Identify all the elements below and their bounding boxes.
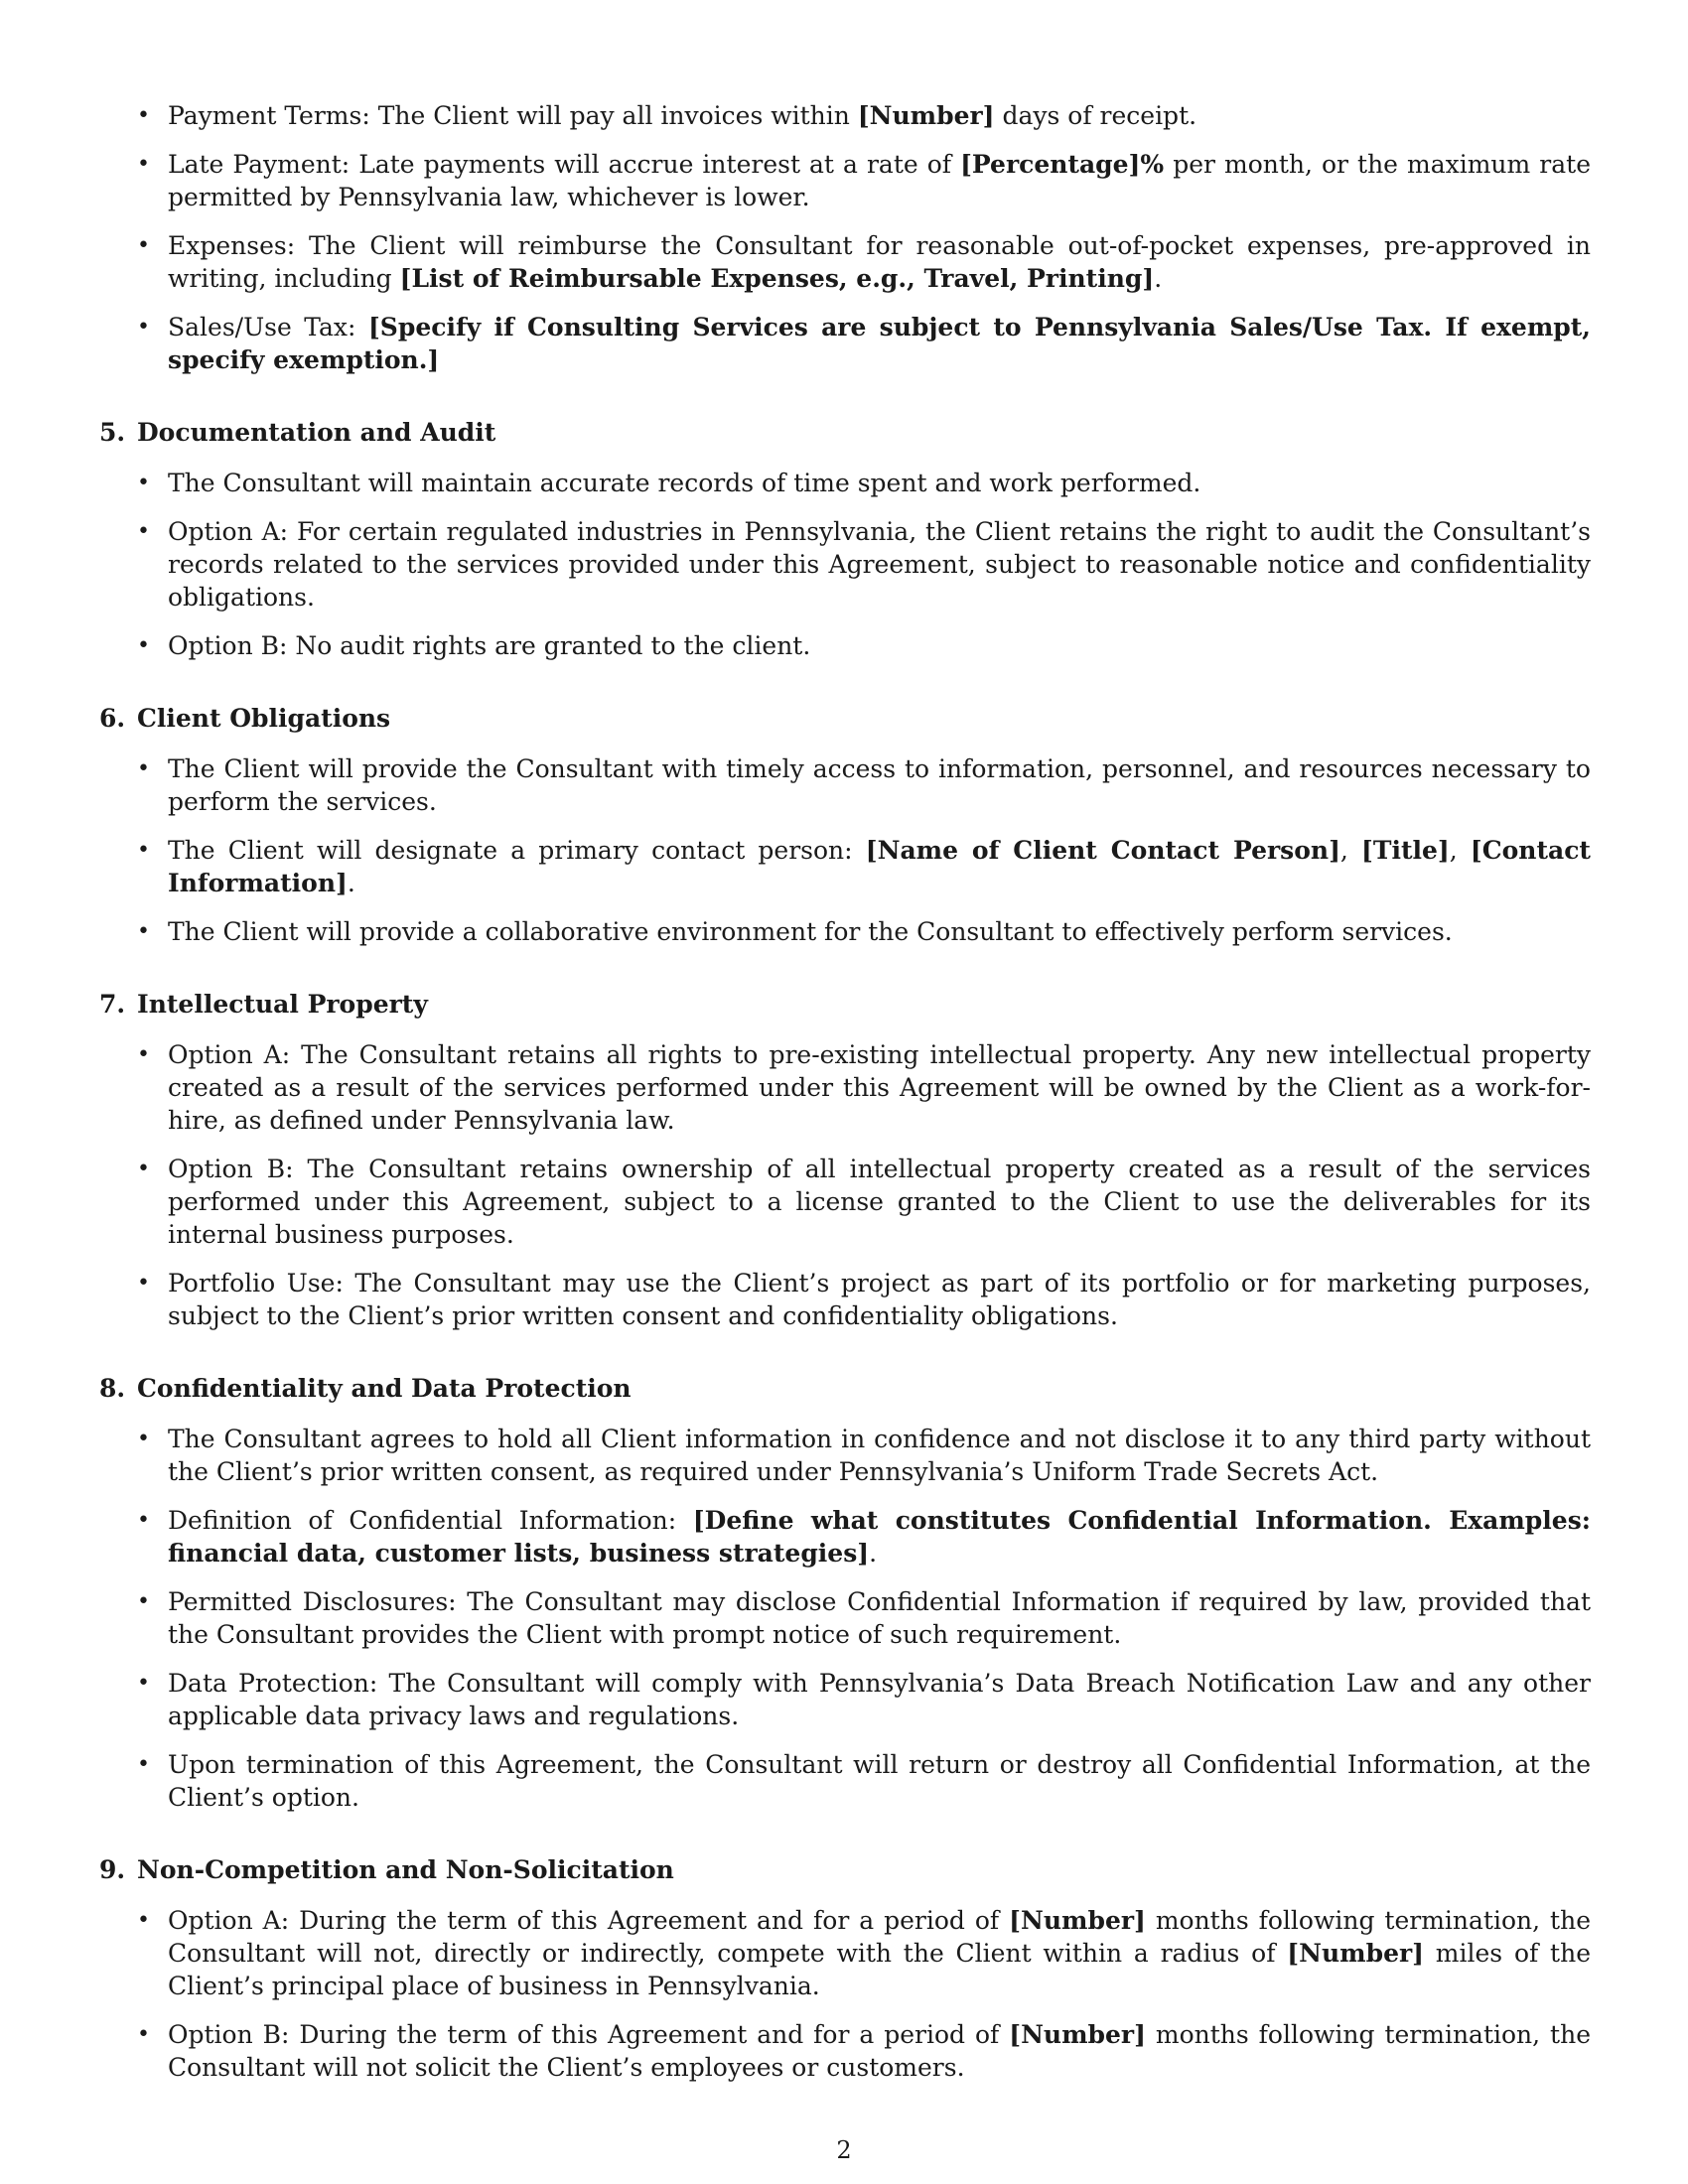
payment-terms-list [99, 99, 1591, 376]
item-text: The Consultant agrees to hold all Client information in confidence and not disclose it to any third party without the Client’s prior written consent, as required under Pennsylvania’s Uniform Trade Secrets Act. [168, 1425, 1591, 1486]
section-heading [99, 702, 1591, 735]
section-title: Intellectual Property [137, 990, 428, 1019]
list-item [99, 834, 1591, 899]
placeholder-text: [Name of Client Contact Person] [865, 836, 1340, 865]
section [99, 1372, 1591, 1814]
placeholder-text: [Number] [857, 101, 995, 130]
list-item [99, 148, 1591, 213]
list-item [99, 1423, 1591, 1488]
placeholder-text: [Contact Information] [168, 836, 1591, 897]
section-heading [99, 416, 1591, 449]
list-item [99, 1904, 1591, 2002]
item-text: . [869, 1539, 878, 1568]
section [99, 702, 1591, 948]
placeholder-text: [Title] [1361, 836, 1450, 865]
item-text: Payment Terms: The Client will pay all invoices within [168, 101, 858, 130]
section-number: 9. [99, 1855, 126, 1884]
item-text: . [1154, 264, 1163, 293]
section-heading [99, 1853, 1591, 1886]
section-number: 8. [99, 1374, 126, 1403]
item-text: Late Payment: Late payments will accrue interest at a rate of [168, 150, 961, 179]
list-item [99, 1267, 1591, 1332]
item-text: The Client will provide a collaborative environment for the Consultant to effectively perform services. [168, 917, 1453, 946]
placeholder-text: [List of Reimbursable Expenses, e.g., Travel, Printing] [399, 264, 1155, 293]
placeholder-text: [Define what constitutes Confidential Information. Examples: financial data, customer lists, business strategies] [168, 1506, 1591, 1568]
item-text: Option B: The Consultant retains ownership of all intellectual property created as a result of the services performed under this Agreement, subject to a license granted to the Client to use the deliverables for its internal business purposes. [168, 1155, 1591, 1249]
item-text: Option B: No audit rights are granted to the client. [168, 631, 811, 660]
section-title: Documentation and Audit [137, 418, 496, 447]
item-text: The Client will designate a primary contact person: [168, 836, 866, 865]
section [99, 1853, 1591, 2084]
list-item [99, 1748, 1591, 1814]
item-text: Portfolio Use: The Consultant may use the Client’s project as part of its portfolio or for marketing purposes, subject to the Client’s prior written consent and confidentiality obligations. [168, 1269, 1591, 1330]
item-text: Permitted Disclosures: The Consultant may disclose Confidential Information if required by law, provided that the Consultant provides the Client with prompt notice of such requirement. [168, 1587, 1591, 1649]
list-item [99, 467, 1591, 499]
page-number: 2 [836, 2136, 852, 2164]
item-text: , [1449, 836, 1471, 865]
item-text: per month, or the maximum rate permitted by Pennsylvania law, whichever is lower. [168, 150, 1591, 211]
section-title: Client Obligations [137, 704, 391, 733]
list-item [99, 99, 1591, 132]
item-text: The Consultant will maintain accurate records of time spent and work performed. [168, 469, 1201, 497]
list-item [99, 2018, 1591, 2084]
list-item [99, 915, 1591, 948]
item-text: . [347, 869, 355, 897]
list-item [99, 515, 1591, 614]
list-item [99, 311, 1591, 376]
item-text: Option A: For certain regulated industries in Pennsylvania, the Client retains the right to audit the Consultant’s records related to the services provided under this Agreement, subject to reasonable notice and confidentiality obligations. [168, 517, 1591, 612]
section [99, 988, 1591, 1332]
list-item [99, 1153, 1591, 1251]
item-text: Data Protection: The Consultant will comply with Pennsylvania’s Data Breach Notification Law and any other applicable data privacy laws and regulations. [168, 1669, 1591, 1730]
sections-container [99, 416, 1591, 2084]
section-number: 5. [99, 418, 126, 447]
list-item [99, 1038, 1591, 1137]
list-item [99, 752, 1591, 818]
item-text: Expenses: The Client will reimburse the Consultant for reasonable out-of-pocket expenses, pre-approved in writing, including [168, 231, 1591, 293]
placeholder-text: [Number] [1009, 2020, 1146, 2049]
item-text: Definition of Confidential Information: [168, 1506, 693, 1535]
section-number: 7. [99, 990, 126, 1019]
section-title: Non-Competition and Non-Solicitation [137, 1855, 674, 1884]
list-item [99, 1585, 1591, 1651]
placeholder-text: [Number] [1009, 1906, 1146, 1935]
item-text: miles of the Client’s principal place of business in Pennsylvania. [168, 1939, 1591, 2000]
item-text: days of receipt. [994, 101, 1197, 130]
section-title: Confidentiality and Data Protection [137, 1374, 632, 1403]
section-heading [99, 1372, 1591, 1405]
item-text: Sales/Use Tax: [168, 313, 368, 341]
placeholder-text: [Specify if Consulting Services are subject to Pennsylvania Sales/Use Tax. If exempt, specify exemption.] [168, 313, 1591, 374]
item-text: The Client will provide the Consultant with timely access to information, personnel, and resources necessary to perform the services. [168, 754, 1591, 816]
list-item [99, 229, 1591, 295]
item-text: months following termination, the Consultant will not, directly or indirectly, compete with the Client within a radius of [168, 1906, 1591, 1968]
item-text: Option A: During the term of this Agreement and for a period of [168, 1906, 1010, 1935]
item-text: Upon termination of this Agreement, the Consultant will return or destroy all Confidential Information, at the Client’s option. [168, 1750, 1591, 1812]
placeholder-text: [Percentage]% [960, 150, 1165, 179]
item-text: Option A: The Consultant retains all rights to pre-existing intellectual property. Any new intellectual property created as a result of the services performed under this Agreement will be owned by the Client as a work-for-hire, as defined under Pennsylvania law. [168, 1040, 1591, 1135]
item-text: , [1339, 836, 1362, 865]
section [99, 416, 1591, 662]
list-item [99, 1504, 1591, 1570]
section-number: 6. [99, 704, 126, 733]
list-item [99, 1667, 1591, 1732]
item-text: Option B: During the term of this Agreement and for a period of [168, 2020, 1010, 2049]
document-body [99, 99, 1591, 2100]
item-text: months following termination, the Consultant will not solicit the Client’s employees or customers. [168, 2020, 1591, 2082]
section-heading [99, 988, 1591, 1021]
list-item [99, 629, 1591, 662]
placeholder-text: [Number] [1287, 1939, 1424, 1968]
